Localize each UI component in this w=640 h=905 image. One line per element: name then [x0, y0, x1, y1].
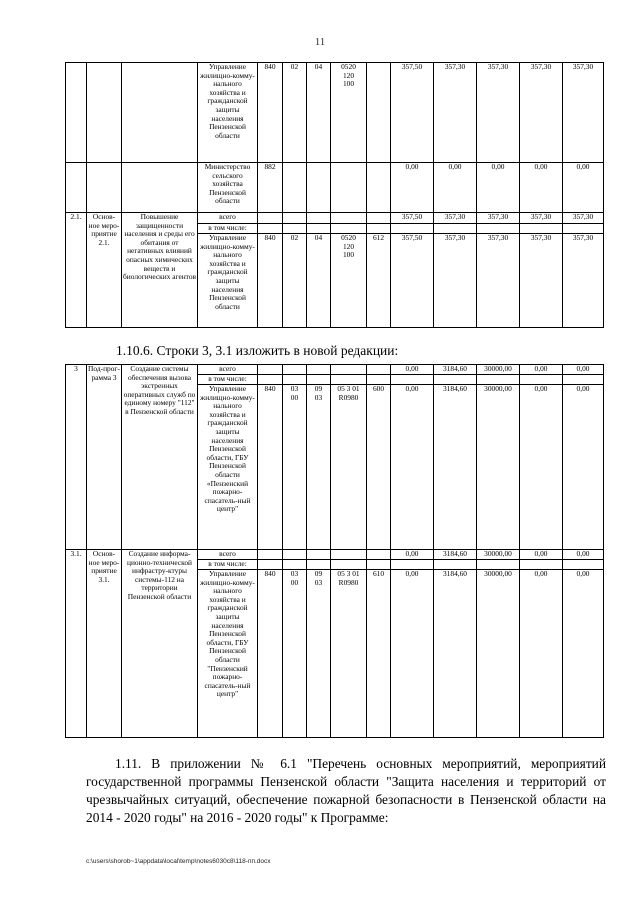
executor-cell: Министерство сельского хозяйства Пензенской области: [198, 163, 258, 213]
table-row: 3 Под-прог-рамма 3 Создание системы обеспечения вызова экстренных оперативных служб по единому номеру "112" в Пензенской области всего 0,00 3184,60 30000,00 0,00 0,00: [66, 365, 604, 375]
table-row: Управление жилищно-комму-нального хозяйства и гражданской защиты населения Пензенской области 840 02 04 0520 120 100 357,50 357,30 357,30 357,30 357,30: [66, 63, 604, 163]
table-row: Министерство сельского хозяйства Пензенской области 882 0,00 0,00 0,00 0,00 0,00: [66, 163, 604, 213]
row-kind: Основ-ное меро-приятие 2.1.: [87, 213, 122, 328]
table-row: Управление жилищно-комму-нального хозяйства и гражданской защиты населения Пензенской области, ГБУ Пензенской области "Пензенский пожарно-спасатель-ный центр" 840 03 00 09 03 05 3 01 R0980 610 0,00 3184,60 30000,00 0,00 0,00: [66, 570, 604, 738]
table-row: Управление жилищно-комму-нального хозяйства и гражданской защиты населения Пензенской области 840 02 04 0520 120 100 612 357,50 357,30 357,30 357,30 357,30: [66, 234, 604, 328]
table-row: Управление жилищно-комму-нального хозяйства и гражданской защиты населения Пензенской области, ГБУ Пензенской области «Пензенский пожарно-спасатель-ный центр" 840 03 00 09 03 05 3 01 R0980 600 0,00 3184,60 30000,00 0,00 0,00: [66, 385, 604, 550]
table-row: в том числе:: [66, 560, 604, 570]
row-number: 3: [66, 365, 87, 550]
row-kind: Под-прог-рамма 3: [87, 365, 122, 550]
footer-file-path: c:\users\shorob~1\appdata\local\temp\notes6030c8\118-пп.docx: [86, 858, 271, 865]
row-number: 2.1.: [66, 213, 87, 328]
row-title: Повышение защищенности населения и среды его обитания от негативных влияний опасных химических веществ и биологических агентов: [122, 213, 198, 328]
table-row: в том числе:: [66, 375, 604, 385]
row-title: Создание информа-ционно-технической инфрастру-ктуры системы-112 на территории Пензенской области: [122, 550, 198, 738]
row-kind: Основ-ное меро-приятие 3.1.: [87, 550, 122, 738]
table-row: 3.1. Основ-ное меро-приятие 3.1. Создание информа-ционно-технической инфрастру-ктуры системы-112 на территории Пензенской области всего 0,00 3184,60 30000,00 0,00 0,00: [66, 550, 604, 560]
table-row: 2.1. Основ-ное меро-приятие 2.1. Повышение защищенности населения и среды его обитания от негативных влияний опасных химических веществ и биологических агентов всего 357,50 357,30 357,30 357,30 357,30: [66, 213, 604, 224]
row-number: 3.1.: [66, 550, 87, 738]
executor-cell: Управление жилищно-комму-нального хозяйства и гражданской защиты населения Пензенской области: [198, 63, 258, 163]
table-row: в том числе:: [66, 224, 604, 234]
row-title: Создание системы обеспечения вызова экстренных оперативных служб по единому номеру "112" в Пензенской области: [122, 365, 198, 550]
section-heading: 1.10.6. Строки 3, 3.1 изложить в новой редакции:: [116, 343, 399, 358]
executor-cell: Управление жилищно-комму-нального хозяйства и гражданской защиты населения Пензенской области: [198, 234, 258, 328]
page-number: 11: [314, 36, 326, 48]
replacement-table: [65, 364, 604, 738]
executor-cell: Управление жилищно-комму-нального хозяйства и гражданской защиты населения Пензенской области, ГБУ Пензенской области «Пензенский пожарно-спасатель-ный центр": [198, 385, 258, 550]
executor-cell: Управление жилищно-комму-нального хозяйства и гражданской защиты населения Пензенской области, ГБУ Пензенской области "Пензенский пожарно-спасатель-ный центр": [198, 570, 258, 738]
continuation-table: [65, 62, 604, 328]
paragraph-1-11: 1.11. В приложении № 6.1 "Перечень основных мероприятий, мероприятий государственной программы Пензенской области "Защита населения и территорий от чрезвычайных ситуаций, обеспечение пожарной безопасности в Пензенской области на 2014 - 2020 годы" на 2016 - 2020 годы" к Программе:: [86, 756, 606, 825]
